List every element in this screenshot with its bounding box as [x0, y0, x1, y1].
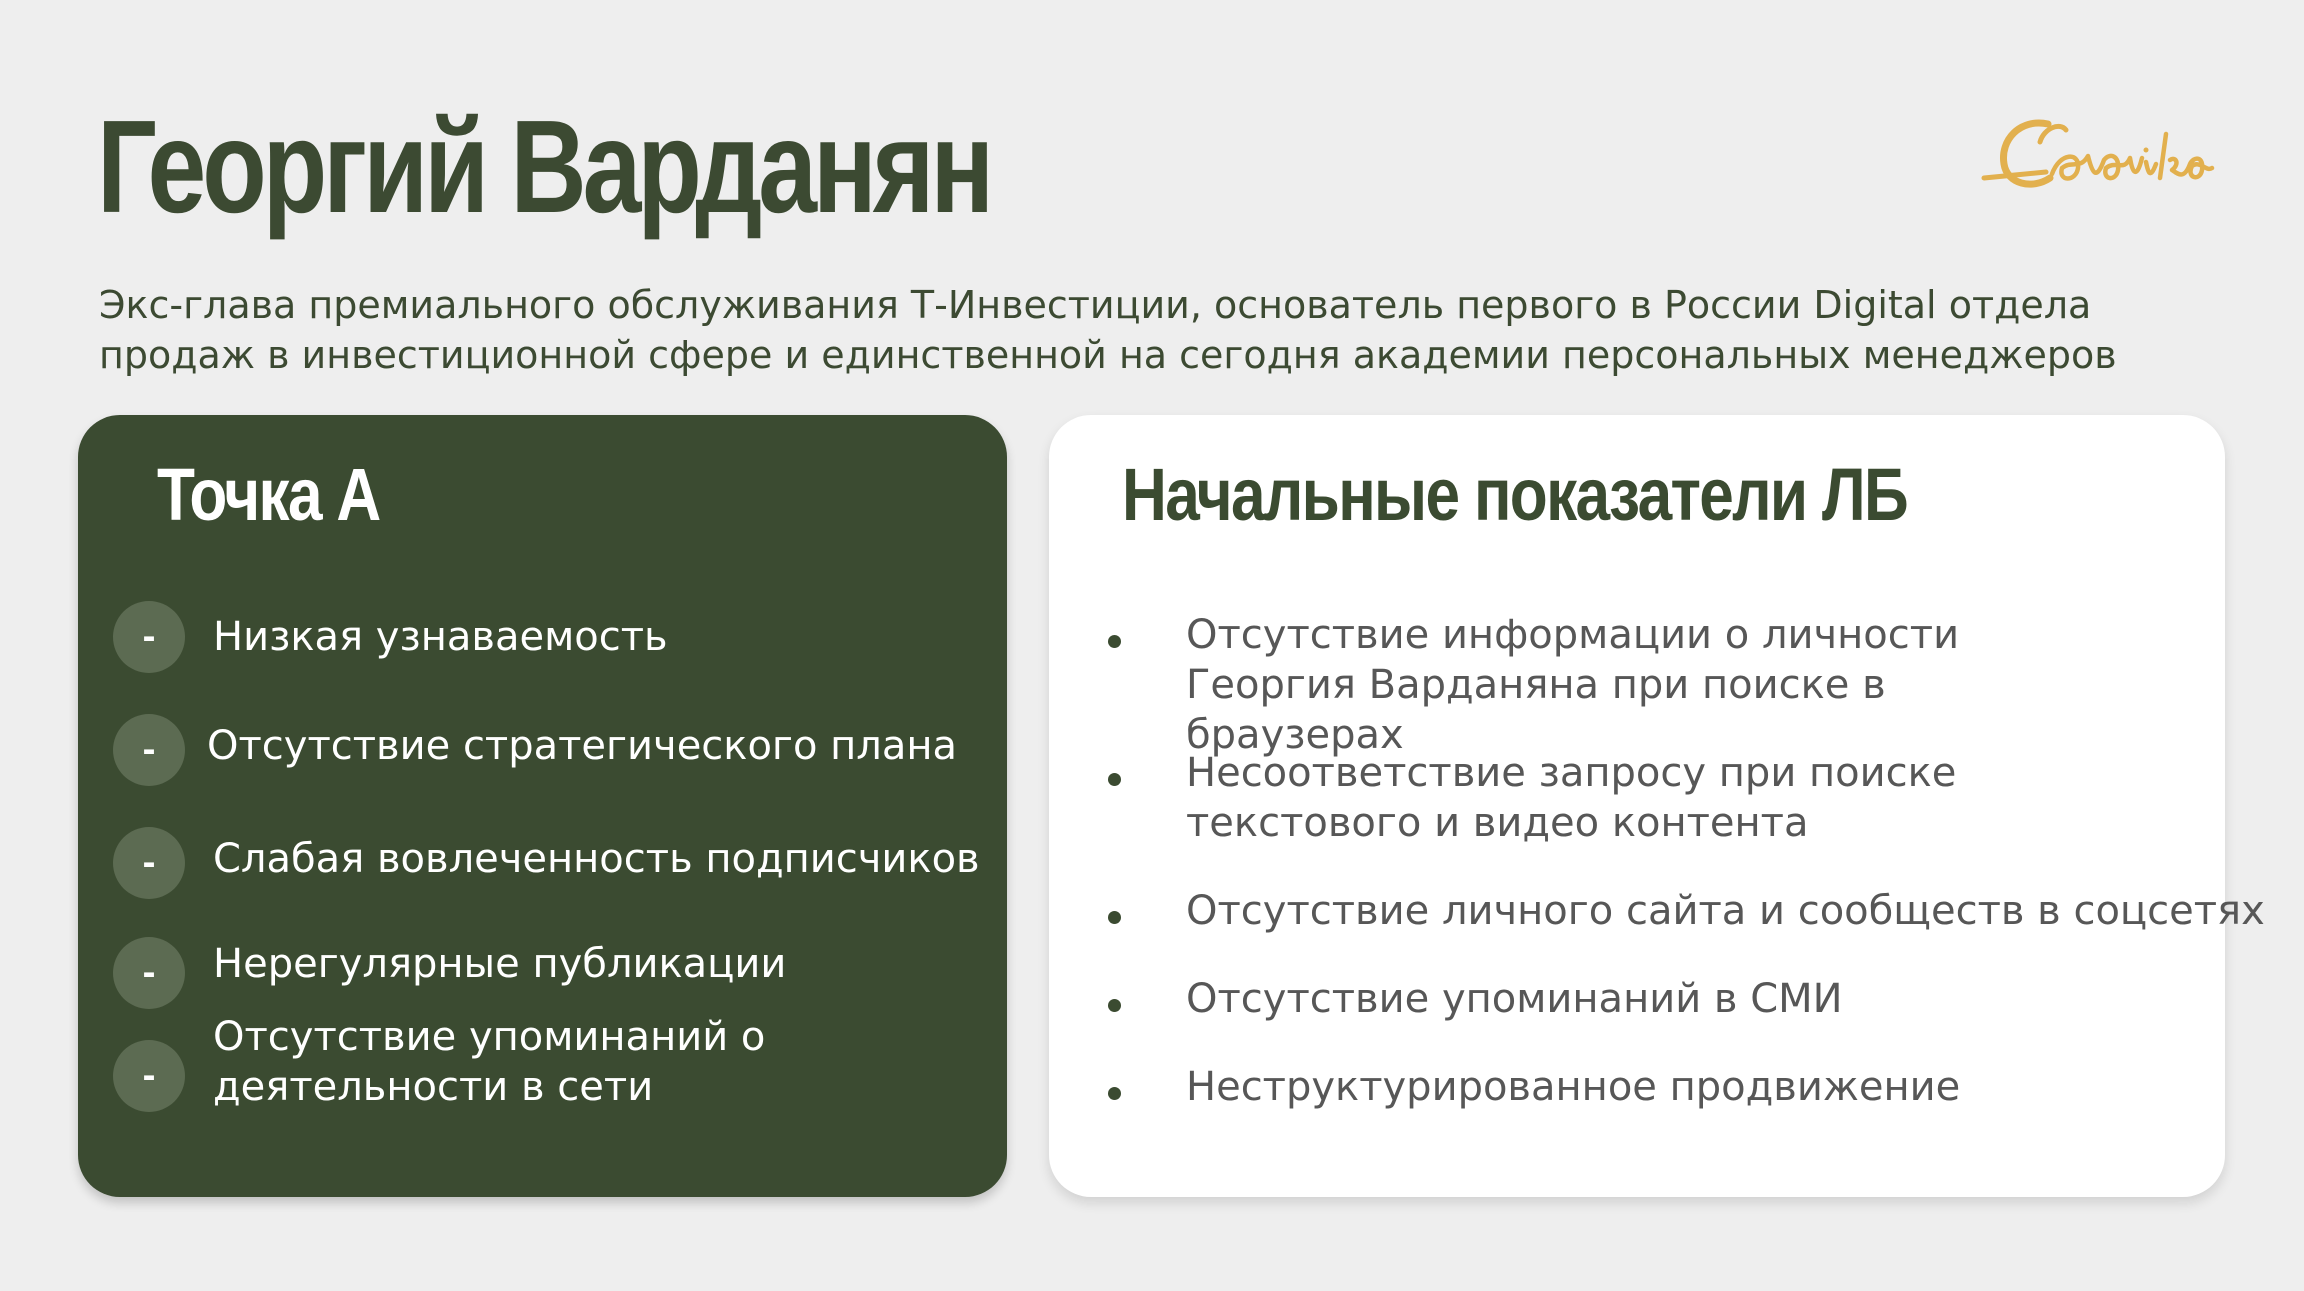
bullet-icon [1108, 1087, 1121, 1100]
list-item-text: Отсутствие упоминаний в СМИ [1186, 976, 1843, 1022]
point-a-title: Точка А [157, 453, 380, 536]
bullet-icon [1108, 999, 1121, 1012]
list-item-text: Отсутствие личного сайта и сообществ в соцсетях [1186, 888, 2265, 934]
list-item-text: Неструктурированное продвижение [1186, 1064, 1961, 1110]
brand-logo [1980, 112, 2215, 204]
dash-marker-icon: - [113, 937, 185, 1009]
initial-metrics-card [1049, 415, 2265, 1197]
page-subtitle: Экс-глава премиального обслуживания Т-Инвестиции, основатель первого в России Digital отдела продаж в инвестиционной сфере и единственной на сегодня академии персональных менеджеров [99, 283, 2117, 377]
initial-metrics-title: Начальные показатели ЛБ [1122, 453, 1907, 536]
list-item-text: Отсутствие стратегического плана [207, 723, 958, 769]
list-item-text: Низкая узнаваемость [213, 614, 668, 660]
dash-marker-icon: - [113, 1040, 185, 1112]
list-item-text: Отсутствие упоминаний о деятельности в сети [213, 1014, 766, 1110]
dash-marker-icon: - [113, 827, 185, 899]
bullet-icon [1108, 773, 1121, 786]
list-item-text: Слабая вовлеченность подписчиков [213, 836, 980, 882]
dash-marker-icon: - [113, 714, 185, 786]
list-item-text: Нерегулярные публикации [213, 941, 787, 987]
list-item-text: Несоответствие запросу при поиске текстового и видео контента [1186, 750, 1957, 846]
bullet-icon [1108, 635, 1121, 648]
bullet-icon [1108, 911, 1121, 924]
page-title: Георгий Варданян [97, 93, 991, 240]
list-item-text: Отсутствие информации о личности Георгия Варданяна при поиске в браузерах [1186, 612, 1960, 758]
point-a-card [78, 415, 1007, 1197]
dash-marker-icon: - [113, 601, 185, 673]
